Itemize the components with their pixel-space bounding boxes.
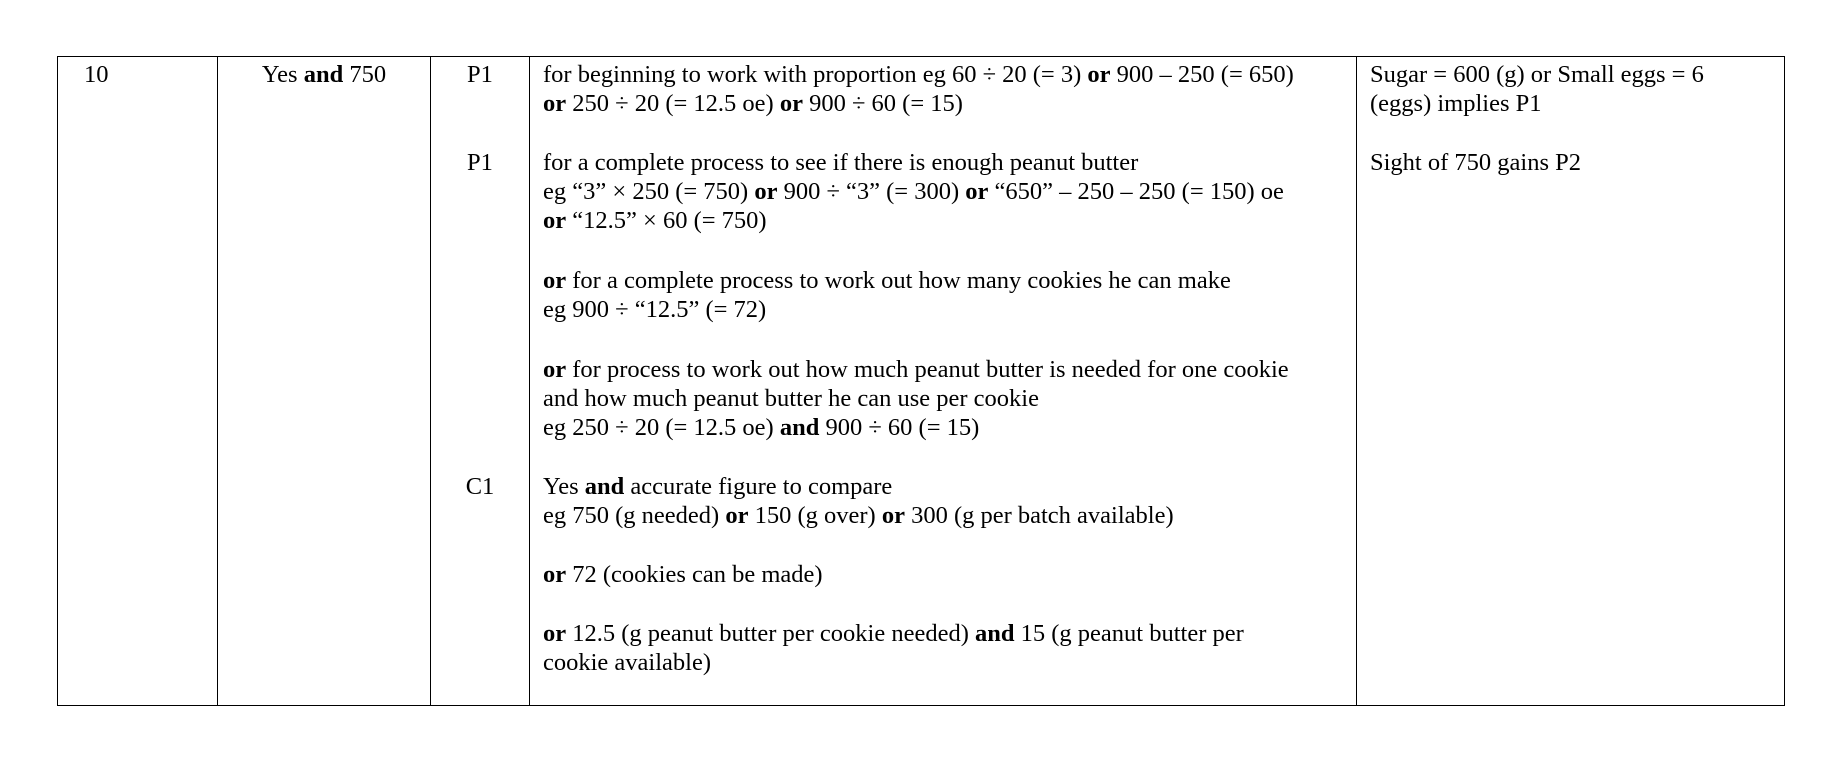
- additional-line: Sugar = 600 (g) or Small eggs = 6: [1370, 61, 1704, 88]
- keyword-text: and: [974, 620, 1015, 647]
- guidance-text: 300 (g per batch available): [904, 502, 1174, 529]
- answer: [218, 57, 430, 89]
- guidance-text: for beginning to work with proportion eg 60 ÷ 20 (= 3): [543, 61, 1088, 88]
- guidance-text: 900 ÷ 60 (= 15): [802, 90, 963, 117]
- guidance-line: [543, 648, 1348, 677]
- mark-p1-first: P1: [467, 61, 493, 88]
- guidance-cookies-block: [543, 266, 1348, 324]
- guidance-text: 900 ÷ 60 (= 15): [819, 414, 980, 441]
- guidance-text: for a complete process to work out how many cookies he can make: [566, 267, 1231, 294]
- guidance-line: [543, 472, 1348, 501]
- marks-cell: [431, 57, 530, 706]
- mark-scheme-row: [58, 57, 1785, 706]
- guidance-text: “12.5” × 60 (= 750): [566, 207, 767, 234]
- keyword-text: or: [881, 502, 905, 529]
- guidance-line: [543, 295, 1348, 324]
- guidance-text: 15 (g peanut butter per: [1014, 620, 1244, 647]
- guidance-text: for process to work out how much peanut butter is needed for one cookie: [566, 356, 1289, 383]
- guidance-p1-block: [543, 60, 1348, 118]
- additional-guidance-cell: [1357, 57, 1785, 706]
- guidance-line: [543, 206, 1348, 235]
- guidance-line: [543, 355, 1348, 384]
- guidance-text: for a complete process to see if there is enough peanut butter: [543, 149, 1139, 176]
- keyword-text: and: [779, 414, 820, 441]
- guidance-c1-cookies-block: [543, 560, 1348, 589]
- additional-guidance-p2: [1370, 148, 1778, 177]
- guidance-cell: [530, 57, 1357, 706]
- answer-cell: [218, 57, 431, 706]
- keyword-text: or: [725, 502, 749, 529]
- guidance-text: eg 750 (g needed): [543, 502, 726, 529]
- additional-line: Sight of 750 gains P2: [1370, 149, 1581, 176]
- guidance-p1-second-block: [543, 148, 1348, 235]
- additional-line: (eggs) implies P1: [1370, 90, 1542, 117]
- keyword-text: or: [543, 561, 567, 588]
- keyword-text: or: [543, 90, 567, 117]
- guidance-line: [543, 177, 1348, 206]
- keyword-text: or: [543, 267, 567, 294]
- guidance-text: and how much peanut butter he can use per cookie: [543, 385, 1039, 412]
- guidance-line: [543, 413, 1348, 442]
- guidance-text: eg 900 ÷ “12.5” (= 72): [543, 296, 767, 323]
- guidance-line: [543, 89, 1348, 118]
- answer-bold: and: [303, 61, 344, 88]
- guidance-text: 250 ÷ 20 (= 12.5 oe): [566, 90, 780, 117]
- keyword-text: or: [779, 90, 803, 117]
- guidance-text: Yes: [543, 473, 585, 500]
- guidance-per-cookie-block: [543, 355, 1348, 442]
- guidance-line: [543, 619, 1348, 648]
- keyword-text: or: [1087, 61, 1111, 88]
- keyword-text: and: [584, 473, 625, 500]
- guidance-line: [543, 60, 1348, 89]
- question-number-cell: [58, 57, 218, 706]
- keyword-text: or: [543, 620, 567, 647]
- guidance-c1-block: [543, 472, 1348, 530]
- guidance-line: [543, 266, 1348, 295]
- keyword-text: or: [754, 178, 778, 205]
- guidance-text: 12.5 (g peanut butter per cookie needed): [566, 620, 975, 647]
- guidance-text: “650” – 250 – 250 (= 150) oe: [988, 178, 1284, 205]
- question-number: 10: [84, 61, 109, 88]
- keyword-text: or: [543, 207, 567, 234]
- guidance-text: cookie available): [543, 649, 712, 676]
- guidance-text: 150 (g over): [748, 502, 882, 529]
- guidance-text: 72 (cookies can be made): [566, 561, 823, 588]
- guidance-line: [543, 148, 1348, 177]
- answer-pre: Yes: [261, 61, 304, 88]
- mark-p1-second: P1: [467, 149, 493, 176]
- guidance-line: [543, 560, 1348, 589]
- guidance-text: eg “3” × 250 (= 750): [543, 178, 755, 205]
- keyword-text: or: [965, 178, 989, 205]
- guidance-text: eg 250 ÷ 20 (= 12.5 oe): [543, 414, 780, 441]
- answer-post: 750: [343, 61, 387, 88]
- guidance-text: 900 – 250 (= 650): [1110, 61, 1294, 88]
- mark-scheme-table: [57, 56, 1785, 706]
- guidance-text: accurate figure to compare: [624, 473, 893, 500]
- additional-guidance-p1: [1370, 60, 1778, 118]
- guidance-c1-per-cookie-block: [543, 619, 1348, 677]
- guidance-text: 900 ÷ “3” (= 300): [777, 178, 966, 205]
- mark-c1: C1: [465, 473, 495, 500]
- guidance-line: [543, 384, 1348, 413]
- guidance-line: [543, 501, 1348, 530]
- keyword-text: or: [543, 356, 567, 383]
